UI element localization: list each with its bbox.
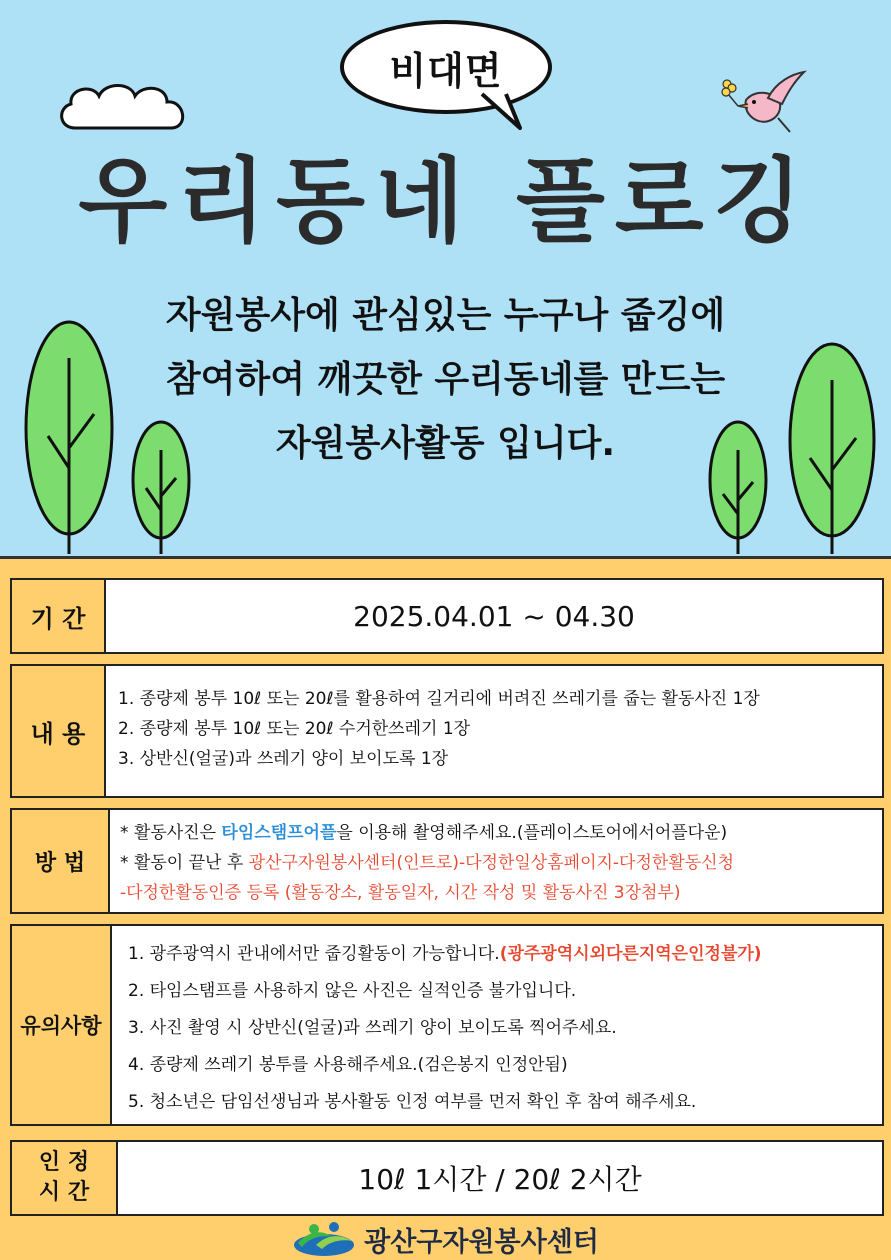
notes-label: 유의사항 bbox=[12, 926, 112, 1124]
credit-value: 10ℓ 1시간 / 20ℓ 2시간 bbox=[358, 1163, 642, 1196]
tree-icon bbox=[130, 420, 192, 556]
app-name: 타임스탬프어플 bbox=[221, 823, 337, 843]
period-row bbox=[10, 578, 884, 654]
intro-line: 자원봉사활동 입니다. bbox=[275, 423, 616, 464]
badge-text: 비대면 bbox=[389, 48, 503, 93]
bubble-tail-icon bbox=[480, 92, 526, 132]
period-value: 2025.04.01 ~ 04.30 bbox=[353, 599, 635, 633]
credit-row bbox=[10, 1140, 884, 1216]
tree-icon bbox=[22, 318, 116, 556]
content-item: 2. 종량제 봉투 10ℓ 또는 20ℓ 수거한쓰레기 1장 bbox=[118, 719, 471, 739]
credit-label-line: 시 간 bbox=[38, 1180, 90, 1205]
notes-item: 2. 타임스탬프를 사용하지 않은 사진은 실적인증 불가입니다. bbox=[128, 981, 577, 1001]
method-content bbox=[110, 810, 882, 912]
tree-icon bbox=[786, 340, 878, 556]
content-list bbox=[106, 666, 882, 796]
notes-warning: (광주광역시외다른지역은인정불가) bbox=[499, 944, 762, 964]
method-text: * 활동사진은 bbox=[120, 823, 222, 843]
intro-text bbox=[90, 284, 801, 476]
notes-row bbox=[10, 924, 884, 1126]
tree-icon bbox=[707, 420, 769, 556]
bird-icon bbox=[718, 70, 808, 134]
credit-content bbox=[118, 1142, 882, 1214]
notes-item: 5. 청소년은 담임선생님과 봉사활동 인정 여부를 먼저 확인 후 참여 해주세요. bbox=[128, 1092, 697, 1112]
credit-label bbox=[12, 1142, 118, 1214]
content-label: 내 용 bbox=[12, 666, 106, 796]
footer bbox=[0, 1218, 891, 1260]
notes-item bbox=[128, 936, 882, 973]
content-item: 1. 종량제 봉투 10ℓ 또는 20ℓ를 활용하여 길거리에 버려진 쓰레기를 줍는 활동사진 1장 bbox=[118, 689, 760, 709]
org-logo-icon bbox=[292, 1221, 356, 1257]
period-label: 기 간 bbox=[12, 580, 106, 652]
cloud-icon bbox=[55, 78, 191, 132]
method-line bbox=[120, 818, 882, 848]
method-line bbox=[120, 848, 882, 878]
notes-item: 4. 종량제 쓰레기 봉투를 사용해주세요.(검은봉지 인정안됨) bbox=[128, 1055, 568, 1075]
method-text: * 활동이 끝난 후 bbox=[120, 853, 249, 873]
content-row bbox=[10, 664, 884, 798]
notes-item: 3. 사진 촬영 시 상반신(얼굴)과 쓰레기 양이 보이도록 찍어주세요. bbox=[128, 1018, 617, 1038]
intro-line: 참여하여 깨끗한 우리동네를 만드는 bbox=[165, 359, 726, 400]
notes-list bbox=[112, 926, 882, 1124]
content-item: 3. 상반신(얼굴)과 쓰레기 양이 보이도록 1장 bbox=[118, 749, 449, 769]
period-content bbox=[106, 580, 882, 652]
method-text: 을 이용해 촬영해주세요.(플레이스토어에서어플다운) bbox=[336, 823, 728, 843]
page-title: 우리동네 플로깅 bbox=[78, 148, 813, 255]
credit-label-line: 인 정 bbox=[38, 1150, 90, 1175]
method-row bbox=[10, 808, 884, 914]
method-path: -다정한활동인증 등록 (활동장소, 활동일자, 시간 작성 및 활동사진 3장첨부) bbox=[120, 883, 681, 903]
method-path: 광산구자원봉사센터(인트로)-다정한일상홈페이지-다정한활동신청 bbox=[248, 853, 735, 873]
org-name: 광산구자원봉사센터 bbox=[364, 1226, 599, 1258]
intro-line: 자원봉사에 관심있는 누구나 줍깅에 bbox=[165, 295, 726, 336]
notes-text: 1. 광주광역시 관내에서만 줍깅활동이 가능합니다. bbox=[128, 944, 500, 964]
method-label: 방 법 bbox=[12, 810, 110, 912]
